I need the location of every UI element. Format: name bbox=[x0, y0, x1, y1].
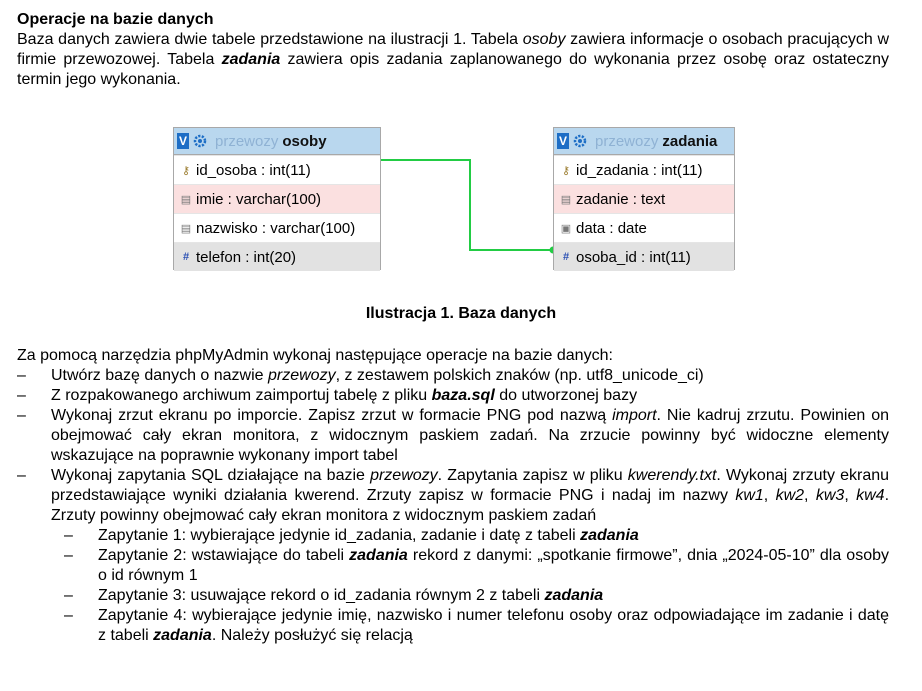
q4-a: Zapytanie 4: wybierające jedynie imię, nazwisko i numer telefonu osoby oraz odpowiadające im zadanie i datę z tabeli bbox=[98, 607, 889, 644]
column-row bbox=[554, 242, 734, 271]
column-row bbox=[554, 184, 734, 213]
table-zadania[interactable] bbox=[553, 127, 735, 270]
t4-sep1: , bbox=[763, 487, 776, 504]
bullet-dash: – bbox=[17, 407, 26, 424]
t2-a: Z rozpakowanego archiwum zaimportuj tabelę z pliku bbox=[51, 387, 432, 404]
bullet-dash: – bbox=[64, 587, 73, 604]
table-name: osoby bbox=[282, 132, 327, 150]
bullet-dash: – bbox=[64, 547, 73, 564]
intro-text-3: zawiera opis zadania zaplanowanego do wykonania przez osobę oraz ostateczny termin jego wykonania. bbox=[17, 51, 889, 88]
q4-b: zadania bbox=[153, 627, 212, 644]
t4-sep3: , bbox=[844, 487, 857, 504]
key-icon: ⚷ bbox=[561, 164, 571, 177]
figure-caption: Ilustracja 1. Baza danych bbox=[365, 305, 557, 322]
gear-icon[interactable] bbox=[573, 134, 587, 148]
bullet-dash: – bbox=[17, 387, 26, 404]
intro-osoby: osoby bbox=[522, 31, 566, 48]
checkbox-icon[interactable]: V bbox=[178, 134, 187, 148]
t2-b: baza.sql bbox=[431, 387, 495, 404]
gear-icon[interactable] bbox=[193, 134, 207, 148]
table-osoby-header[interactable] bbox=[174, 128, 380, 155]
t4-k1: kw1 bbox=[735, 487, 764, 504]
q4-c: . Należy posłużyć się relacją bbox=[211, 627, 413, 644]
t1-c: , z zestawem polskich znaków (np. utf8_unicode_ci) bbox=[335, 367, 704, 384]
intro-text-1: Baza danych zawiera dwie tabele przedstawione na ilustracji 1. Tabela bbox=[17, 31, 523, 48]
key-icon: ⚷ bbox=[181, 164, 191, 177]
list-item bbox=[17, 366, 889, 386]
text-field-icon: ▤ bbox=[180, 193, 192, 206]
column-label: id_zadania : int(11) bbox=[576, 161, 703, 179]
calendar-icon: ▣ bbox=[560, 222, 572, 235]
list-item bbox=[17, 466, 889, 526]
relation-line bbox=[380, 160, 553, 250]
column-row bbox=[554, 213, 734, 242]
table-osoby[interactable] bbox=[173, 127, 381, 270]
text-field-icon: ▤ bbox=[180, 222, 192, 235]
q3-a: Zapytanie 3: usuwające rekord o id_zadania równym 2 z tabeli bbox=[98, 587, 545, 604]
column-label: nazwisko : varchar(100) bbox=[196, 219, 356, 237]
t4-c: . Zapytania zapisz w pliku bbox=[437, 467, 628, 484]
list-item bbox=[64, 606, 889, 646]
column-row bbox=[174, 155, 380, 184]
task-text bbox=[51, 466, 889, 526]
list-item bbox=[64, 586, 889, 606]
hash-icon: # bbox=[182, 251, 190, 263]
q1-a: Zapytanie 1: wybierające jedynie id_zadania, zadanie i datę z tabeli bbox=[98, 527, 581, 544]
relation-diagram bbox=[0, 0, 922, 300]
bullet-dash: – bbox=[17, 467, 26, 484]
hash-icon: # bbox=[562, 251, 570, 263]
column-row bbox=[554, 155, 734, 184]
column-label: osoba_id : int(11) bbox=[576, 248, 691, 266]
t4-f: . Zrzuty powinny obejmować cały ekran monitora z widocznym paskiem zadań bbox=[51, 487, 890, 524]
bullet-dash: – bbox=[17, 367, 26, 384]
bullet-dash: – bbox=[64, 607, 73, 624]
t2-c: do utworzonej bazy bbox=[494, 387, 638, 404]
query-text bbox=[98, 546, 889, 586]
text-field-icon: ▤ bbox=[560, 193, 572, 206]
q3-b: zadania bbox=[544, 587, 604, 604]
tasks-intro: Za pomocą narzędzia phpMyAdmin wykonaj następujące operacje na bazie danych: bbox=[17, 347, 613, 364]
list-item bbox=[64, 526, 889, 546]
t1-a: Utwórz bazę danych o nazwie bbox=[51, 367, 268, 384]
db-name: przewozy bbox=[215, 132, 279, 150]
list-item bbox=[17, 406, 889, 466]
t4-sep2: , bbox=[804, 487, 816, 504]
column-label: zadanie : text bbox=[576, 190, 666, 208]
t4-k2: kw2 bbox=[775, 487, 805, 504]
column-label: id_osoba : int(11) bbox=[196, 161, 311, 179]
t4-b: przewozy bbox=[370, 467, 438, 484]
task-text bbox=[51, 366, 889, 386]
table-zadania-header[interactable] bbox=[554, 128, 734, 155]
list-item bbox=[64, 546, 889, 586]
intro-zadania: zadania bbox=[221, 51, 281, 68]
column-label: telefon : int(20) bbox=[196, 248, 297, 266]
checkbox-icon[interactable]: V bbox=[558, 134, 567, 148]
column-label: data : date bbox=[576, 219, 647, 237]
t4-k4: kw4 bbox=[856, 487, 885, 504]
t3-c: . Nie kadruj zrzutu. Powinien on obejmować cały ekran monitora, z widocznym paskiem zadań. Na zrzucie powinny być widoczne elementy wskazujące na poprawnie wykonany import tabel bbox=[51, 407, 890, 464]
q2-b: zadania bbox=[349, 547, 408, 564]
query-text bbox=[98, 606, 889, 646]
query-text bbox=[98, 586, 889, 606]
task-text bbox=[51, 406, 889, 466]
db-name: przewozy bbox=[595, 132, 659, 150]
task-text bbox=[51, 386, 889, 406]
list-item bbox=[17, 386, 889, 406]
t3-a: Wykonaj zrzut ekranu po imporcie. Zapisz zrzut w formacie PNG pod nazwą bbox=[51, 407, 613, 424]
t4-e: . Wykonaj zrzuty ekranu przedstawiające wyniki działania kwerend. Zrzuty zapisz w formacie PNG i nadaj im nazwy bbox=[51, 467, 890, 504]
column-label: imie : varchar(100) bbox=[196, 190, 322, 208]
column-row bbox=[174, 213, 380, 242]
t4-a: Wykonaj zapytania SQL działające na bazie bbox=[51, 467, 371, 484]
section-heading: Operacje na bazie danych bbox=[17, 11, 214, 28]
q2-a: Zapytanie 2: wstawiające do tabeli bbox=[98, 547, 350, 564]
t1-b: przewozy bbox=[268, 367, 336, 384]
t4-d: kwerendy.txt bbox=[627, 467, 717, 484]
t4-k3: kw3 bbox=[815, 487, 845, 504]
q1-b: zadania bbox=[580, 527, 639, 544]
table-name: zadania bbox=[662, 132, 718, 150]
column-row bbox=[174, 184, 380, 213]
tasks-section bbox=[17, 346, 889, 646]
intro-text-2: zawiera informacje o osobach pracujących w firmie przewozowej. Tabela bbox=[17, 31, 889, 68]
t3-b: import bbox=[612, 407, 657, 424]
q2-c: rekord z danymi: „spotkanie firmowe”, dnia „2024-05-10” dla osoby o id równym 1 bbox=[98, 547, 890, 584]
column-row bbox=[174, 242, 380, 271]
bullet-dash: – bbox=[64, 527, 73, 544]
query-text bbox=[98, 526, 889, 546]
